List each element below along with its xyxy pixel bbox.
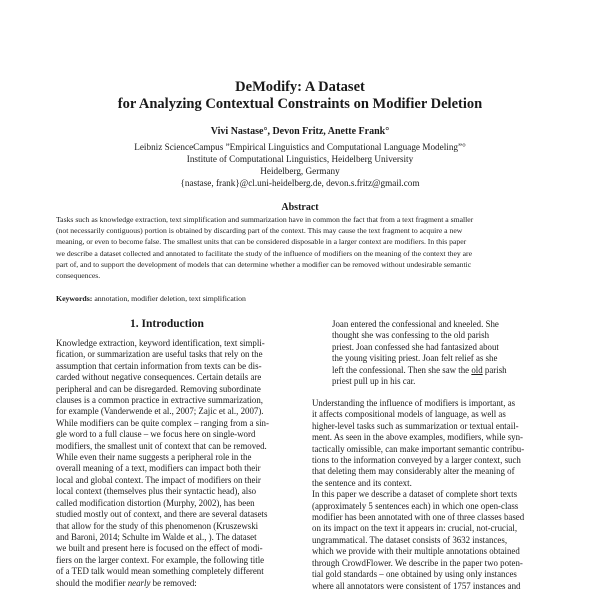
body-line: the sentence and its context. [312,477,412,488]
body-line: and Baroni, 2014; Schulte im Walde et al., ). The dataset [56,531,257,542]
abstract-heading: Abstract [281,202,319,213]
quote-line: Joan entered the confessional and kneeled. She [332,319,499,329]
body-line: In this paper we describe a dataset of complete short texts [312,489,518,500]
author-list: Vivi Nastase°, Devon Fritz, Anette Frank° [210,126,390,137]
abstract-line: Tasks such as knowledge extraction, text simplification and summarization have in common the fact that from a text fragment a smaller [56,215,474,224]
keywords-text: annotation, modifier deletion, text simplification [94,294,246,303]
body-line: Understanding the influence of modifiers is important, as [312,398,516,408]
body-line: where all annotators were consistent of 1757 instances and [312,580,521,591]
body-line: it affects compositional models of language, as well as [312,409,506,420]
paper-title [0,79,600,113]
right-column-text [312,398,546,592]
quote-line: the young visiting priest. Joan felt relief as she [332,353,498,364]
body-line-last [56,578,280,589]
quote-line: priest. Joan confessed she had fantasized about [332,341,499,352]
body-fragment: be removed: [152,577,197,588]
body-line: peripheral and can be disregarded. Removing subordinate [56,383,261,394]
abstract-line: part of, and to support the development of models that can determine whether a modifier can be removed without undesirable semantic [56,259,472,269]
body-line: local context (themselves plus their syntactic head), also [56,486,257,497]
body-line: tions to the information conveyed by a larger context, such [312,455,521,466]
quote-fragment: left the confessional. Then she saw the [332,364,470,375]
body-line: fication, or summarization are useful tasks that rely on the [56,349,263,360]
body-line: assumption that certain information from texts can be dis- [56,360,262,371]
affiliations [0,141,600,189]
affiliation-line: Leibniz ScienceCampus ”Empirical Linguistics and Computational Language Modeling”° [134,142,466,152]
body-line: which we provide with their multiple annotations obtained [312,546,520,557]
body-line: that deleting them may considerably alter the meaning of [312,466,515,477]
abstract-line: meaning, or even to become false. The smallest units that can be considered disposable in a larger context are modifiers. In this paper [56,237,467,247]
title-line-2: for Analyzing Contextual Constraints on Modifier Deletion [117,96,483,112]
body-line: called modification distortion (Murphy, 2002), has been [56,497,255,508]
abstract-body [56,214,546,281]
body-line: modifier has been annotated with one of three classes based [312,512,525,523]
underlined-modifier: old [471,364,483,375]
body-line: through CrowdFlower. We describe in the paper two poten- [312,557,523,568]
body-line: carded without negative consequences. Certain details are [56,372,262,383]
body-line: studied mostly out of context, and there are several datasets [56,509,268,520]
body-line: tactically omissible, can make important semantic contribu- [312,443,525,454]
body-line: on its impact on the text it appears in: crucial, not-crucial, [312,523,518,534]
body-line: that allow for the study of this phenomenon (Kruszewski [56,520,259,531]
affiliation-line: Heidelberg, Germany [260,166,340,176]
example-quote [332,319,530,387]
body-line: gle word to a full clause – we focus here on single-word [56,429,256,440]
quote-line: thought she was confessing to the old parish [332,330,490,341]
title-line-1: DeModify: A Dataset [235,79,365,95]
body-line: local and global context. The impact of modifiers on their [56,474,261,485]
quote-fragment: parish [484,364,507,375]
body-fragment: should the modifier [56,577,126,588]
affiliation-email: {nastase, frank}@cl.uni-heidelberg.de, devon.s.fritz@gmail.com [180,178,420,188]
body-line: Knowledge extraction, keyword identification, text simpli- [56,338,265,348]
body-line: While modifiers can be quite complex – ranging from a sin- [56,417,269,428]
body-line: overall meaning of a text, modifiers can impact both their [56,463,261,474]
quote-line: priest pull up in his car. [332,376,416,387]
affiliation-line: Institute of Computational Linguistics, Heidelberg University [186,154,414,164]
body-line: While even their name suggests a peripheral role in the [56,452,252,463]
keywords-label: Keywords: [56,294,93,303]
abstract-line: (not necessarily contiguous) portion is obtained by discarding part of the context. This may cause the text fragment to acquire a new [56,226,463,236]
body-line: ment. As seen in the above examples, modifiers, while syn- [312,432,523,443]
keywords [56,294,546,303]
body-line: clauses is a common practice in extractive summarization, [56,395,264,406]
abstract-line: consequences. [56,271,101,281]
body-line: (approximately 5 sentences each) in which one open-class [312,500,519,511]
emphasized-word: nearly [127,577,151,588]
left-column-text [56,338,280,589]
body-line: higher-level tasks such as summarization or textual entail- [312,420,519,431]
body-line: we built and present here is focused on the effect of modi- [56,543,263,554]
abstract-line: we describe a dataset collected and annotated to facilitate the study of the influence of modifiers on the meaning of the context they are [56,248,473,258]
body-line: ungrammatical. The dataset consists of 3632 instances, [312,534,508,545]
body-line: tial gold standards – one obtained by using only instances [312,569,517,580]
body-line: modifiers, the smallest unit of context that can be removed. [56,440,267,451]
body-line: of a TED talk would mean something completely different [56,566,264,577]
body-line: for example (Vanderwende et al., 2007; Zajic et al., 2007). [56,406,264,417]
quote-line-underlined [332,365,530,376]
body-line: fiers on the larger context. For example, the following title [56,554,265,565]
section-heading-introduction: 1. Introduction [130,318,204,330]
